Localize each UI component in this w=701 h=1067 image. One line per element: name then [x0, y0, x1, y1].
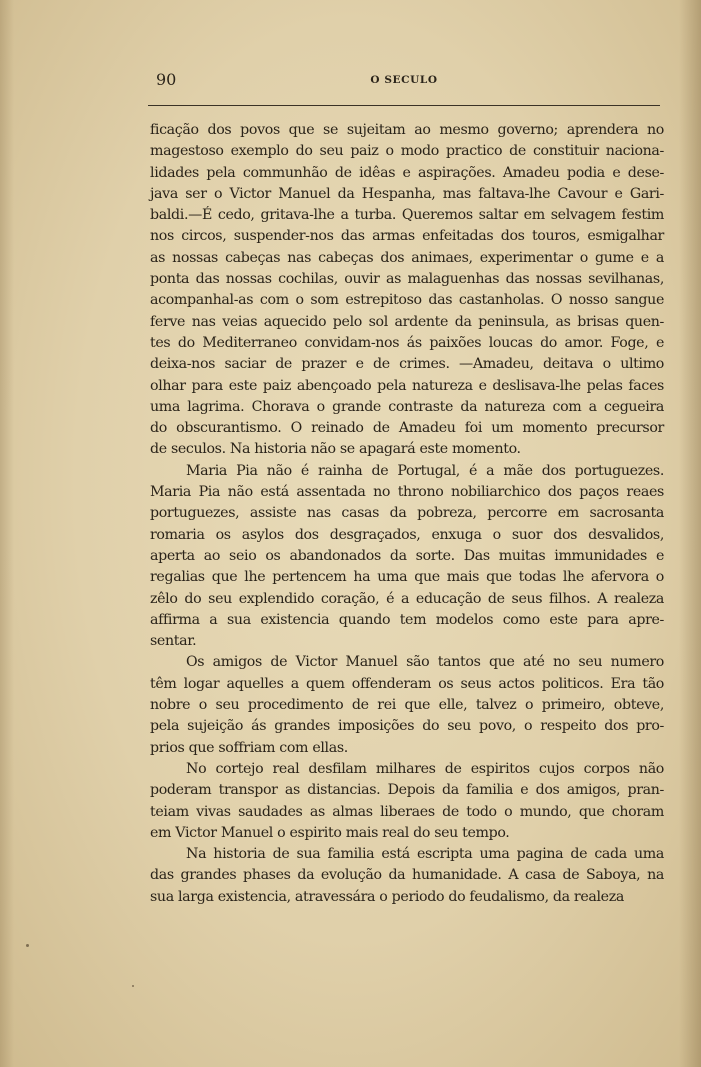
- paragraph: [150, 461, 664, 653]
- text-line: pela sujeição ás grandes imposições do seu povo, o respeito dos pro-: [150, 718, 664, 735]
- text-line: em Victor Manuel o espirito mais real do seu tempo.: [150, 824, 510, 841]
- text-line: têm logar aquelles a quem offenderam os seus actos politicos. Era tão: [150, 675, 664, 692]
- text-line: baldi.—É cedo, gritava-lhe a turba. Queremos saltar em selvagem festim: [150, 207, 664, 224]
- text-line: ferve nas veias aquecido pelo sol ardente da peninsula, as brisas quen-: [150, 313, 664, 330]
- text-line: Na historia de sua familia está escripta uma pagina de cada uma: [186, 846, 664, 863]
- text-line: Maria Pia não é rainha de Portugal, é a mãe dos portuguezes.: [186, 462, 664, 479]
- page-shadow-right: [679, 0, 701, 1067]
- text-line: poderam transpor as distancias. Depois da familia e dos amigos, pran-: [150, 782, 664, 799]
- text-line: uma lagrima. Chorava o grande contraste da natureza com a cegueira: [150, 398, 664, 415]
- page-header: [148, 66, 660, 96]
- text-line: prios que soffriam com ellas.: [150, 739, 348, 756]
- text-line: lidades pela communhão de idêas e aspirações. Amadeu podia e dese-: [150, 164, 664, 181]
- page-number: 90: [156, 70, 177, 89]
- paper-speck: [132, 985, 134, 987]
- paragraph: [150, 844, 664, 908]
- text-line: nobre o seu procedimento de rei que elle, talvez o primeiro, obteve,: [150, 697, 664, 714]
- text-line: zêlo do seu explendido coração, é a educação de seus filhos. A realeza: [150, 590, 664, 607]
- text-line: do obscurantismo. O reinado de Amadeu foi um momento precursor: [150, 420, 664, 437]
- text-line: olhar para este paiz abençoado pela natureza e deslisava-lhe pelas faces: [150, 377, 664, 394]
- header-rule: [148, 105, 660, 106]
- text-line: acompanhal-as com o som estrepitoso das castanholas. O nosso sangue: [150, 292, 664, 309]
- text-line: teiam vivas saudades as almas liberaes de todo o mundo, que choram: [150, 803, 664, 820]
- text-line: deixa-nos saciar de prazer e de crimes. —Amadeu, deitava o ultimo: [150, 356, 664, 373]
- text-line: java ser o Victor Manuel da Hespanha, mas faltava-lhe Cavour e Gari-: [150, 185, 664, 202]
- text-line: tes do Mediterraneo convidam-nos ás paixões loucas do amor. Foge, e: [150, 334, 664, 351]
- text-line: regalias que lhe pertencem ha uma que mais que todas lhe afervora o: [150, 569, 664, 586]
- text-line: Os amigos de Victor Manuel são tantos que até no seu numero: [186, 654, 664, 671]
- text-line: nos circos, suspender-nos das armas enfeitadas dos touros, esmigalhar: [150, 228, 664, 245]
- paragraph: [150, 652, 664, 758]
- text-line: as nossas cabeças nas cabeças dos animaes, experimentar o gume e a: [150, 249, 664, 266]
- text-line: magestoso exemplo do seu paiz o modo practico de constituir naciona-: [150, 143, 664, 160]
- body-text: [150, 120, 664, 908]
- running-head: O SECULO: [370, 74, 438, 86]
- text-line: portuguezes, assiste nas casas da pobreza, percorre em sacrosanta: [150, 505, 664, 522]
- text-line: affirma a sua existencia quando tem modelos como este para apre-: [150, 611, 664, 628]
- page-shadow-left: [0, 0, 14, 1067]
- text-line: sua larga existencia, atravessára o periodo do feudalismo, da realeza: [150, 888, 624, 905]
- text-line: ponta das nossas cochilas, ouvir as malaguenhas das nossas sevilhanas,: [150, 271, 664, 288]
- text-line: ficação dos povos que se sujeitam ao mesmo governo; aprendera no: [150, 122, 664, 138]
- text-line: aperta ao seio os abandonados da sorte. Das muitas immunidades e: [150, 547, 664, 564]
- paragraph: [150, 120, 664, 461]
- text-line: de seculos. Na historia não se apagará este momento.: [150, 441, 521, 458]
- text-line: romaria os asylos dos desgraçados, enxuga o suor dos desvalidos,: [150, 526, 664, 543]
- paragraph: [150, 759, 664, 844]
- text-line: das grandes phases da evolução da humanidade. A casa de Saboya, na: [150, 867, 664, 884]
- text-line: Maria Pia não está assentada no throno nobiliarchico dos paços reaes: [150, 484, 664, 501]
- text-line: sentar.: [150, 633, 197, 650]
- paper-speck: [26, 944, 29, 947]
- text-line: No cortejo real desfilam milhares de espiritos cujos corpos não: [186, 760, 664, 777]
